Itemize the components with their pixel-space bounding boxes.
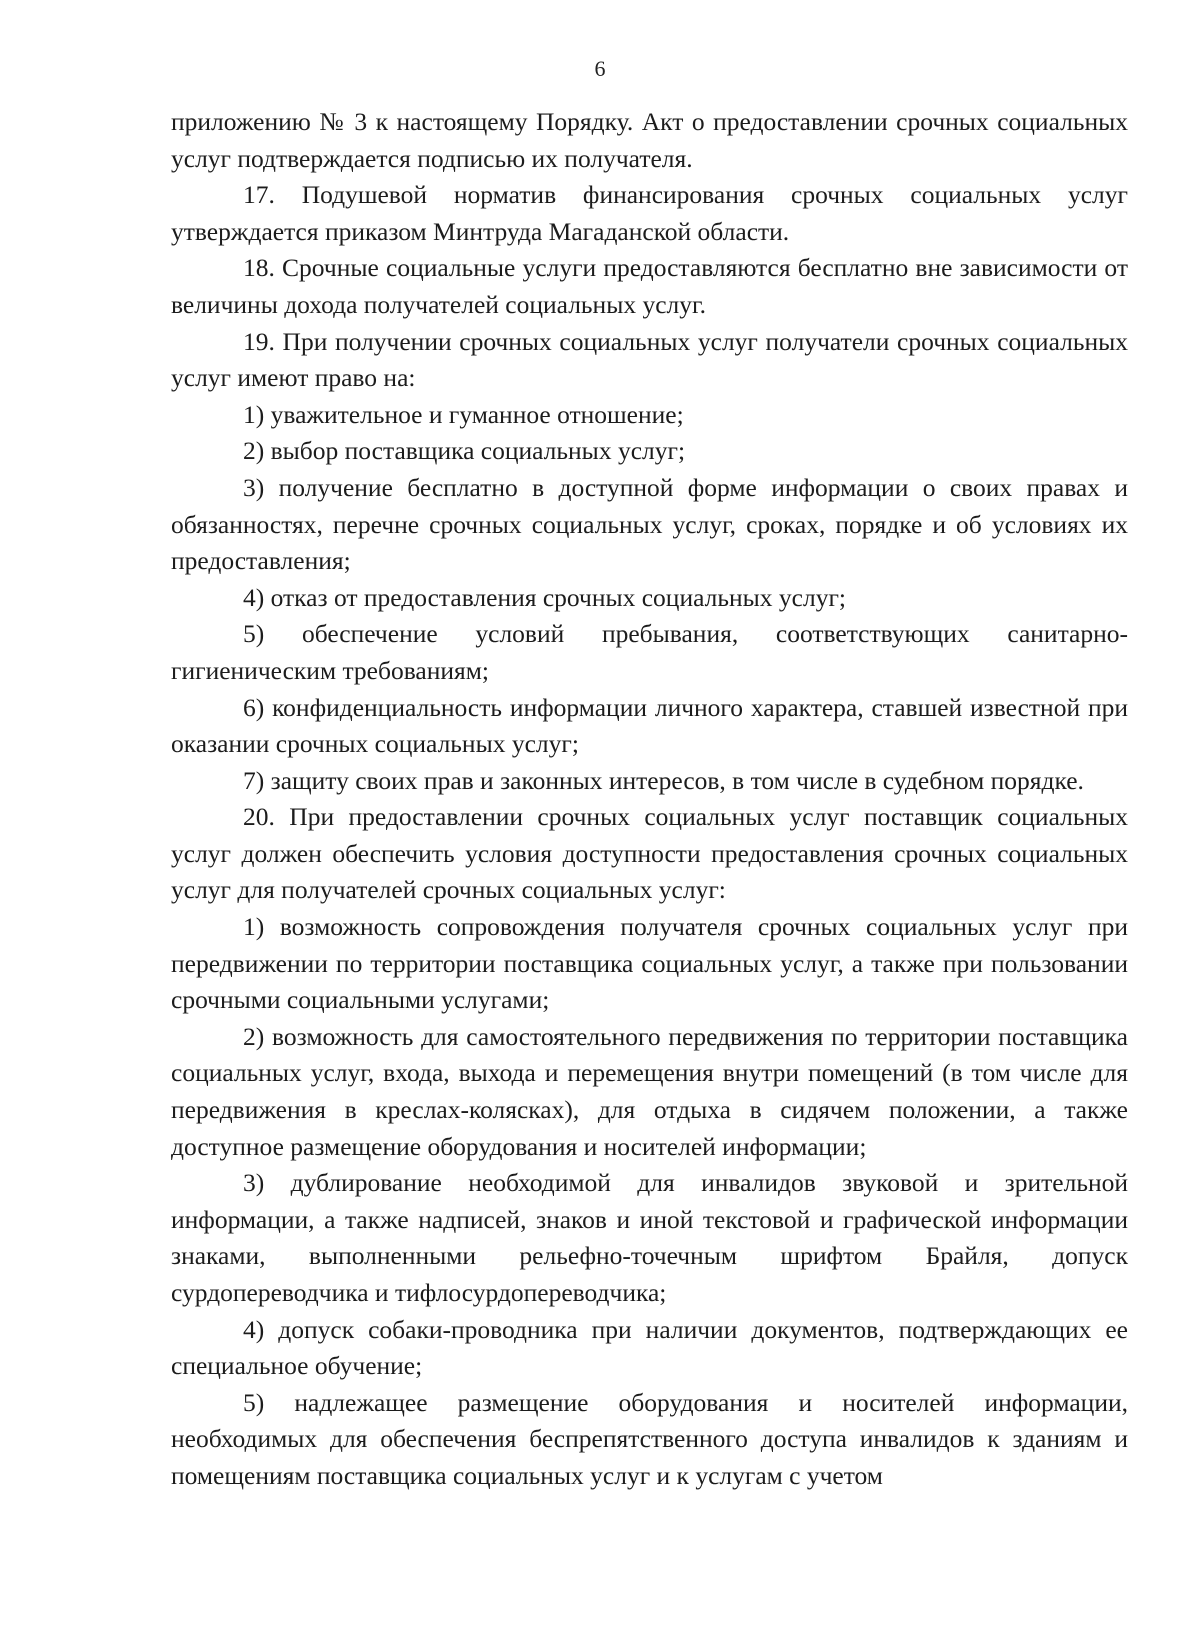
list-item: 3) дублирование необходимой для инвалидов звуковой и зрительной информации, а также надписей, знаков и иной текстовой и графической информации знаками, выполненными рельефно-точечным шрифтом Брайля, допуск сурдопереводчика и тифлосурдопереводчика; — [171, 1168, 1128, 1307]
paragraph: 20. При предоставлении срочных социальных услуг поставщик социальных услуг должен обеспечить условия доступности предоставления срочных социальных услуг для получателей срочных социальных услуг: — [171, 802, 1128, 905]
paragraph: 19. При получении срочных социальных услуг получатели срочных социальных услуг имеют право на: — [171, 326, 1128, 393]
list-item: 4) допуск собаки-проводника при наличии документов, подтверждающих ее специальное обучение; — [171, 1314, 1128, 1381]
list-item: 1) возможность сопровождения получателя срочных социальных услуг при передвижении по территории поставщика социальных услуг, а также при пользовании срочными социальными услугами; — [171, 912, 1128, 1015]
list-item: 2) выбор поставщика социальных услуг; — [243, 436, 686, 466]
list-item: 2) возможность для самостоятельного передвижения по территории поставщика социальных услуг, входа, выхода и перемещения внутри помещений (в том числе для передвижения в креслах-колясках), для отдыха в сидячем положении, а также доступное размещение оборудования и носителей информации; — [171, 1021, 1128, 1161]
list-item: 5) обеспечение условий пребывания, соответствующих санитарно-гигиеническим требованиям; — [171, 619, 1128, 685]
list-item: 5) надлежащее размещение оборудования и носителей информации, необходимых для обеспечения беспрепятственного доступа инвалидов к зданиям и помещениям поставщика социальных услуг и к услугам с учетом — [171, 1387, 1128, 1490]
list-item: 7) защиту своих прав и законных интересов, в том числе в судебном порядке. — [243, 765, 1084, 795]
paragraph: 17. Подушевой норматив финансирования срочных социальных услуг утверждается приказом Минтруда Магаданской области. — [171, 180, 1128, 246]
list-item: 1) уважительное и гуманное отношение; — [243, 399, 684, 429]
document-body — [171, 104, 1128, 1495]
paragraph: приложению № 3 к настоящему Порядку. Акт о предоставлении срочных социальных услуг подтверждается подписью их получателя. — [171, 107, 1128, 173]
paragraph: 18. Срочные социальные услуги предоставляются бесплатно вне зависимости от величины дохода получателей социальных услуг. — [171, 253, 1128, 319]
page-number: 6 — [594, 56, 606, 81]
list-item: 4) отказ от предоставления срочных социальных услуг; — [243, 582, 846, 612]
list-item: 3) получение бесплатно в доступной форме информации о своих правах и обязанностях, перечне срочных социальных услуг, сроках, порядке и об условиях их предоставления; — [171, 472, 1128, 576]
list-item: 6) конфиденциальность информации личного характера, ставшей известной при оказании срочных социальных услуг; — [171, 692, 1128, 759]
